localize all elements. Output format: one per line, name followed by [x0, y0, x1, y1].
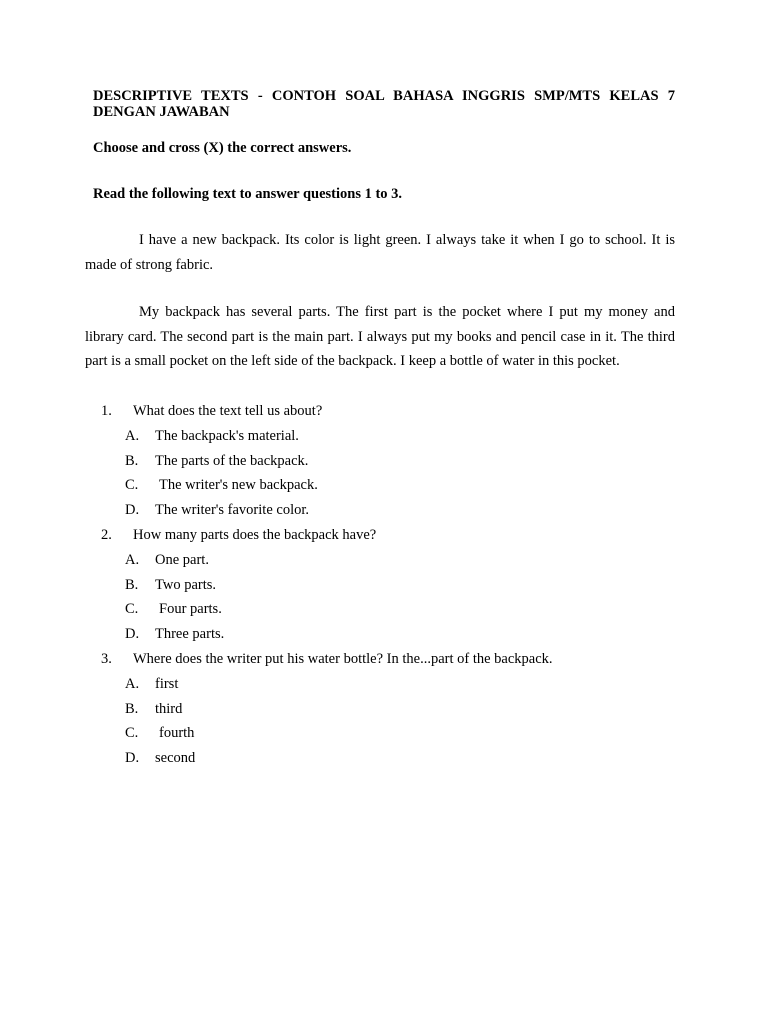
- option-3b[interactable]: [93, 697, 683, 722]
- option-letter: A.: [125, 551, 140, 568]
- option-2b[interactable]: [93, 573, 683, 598]
- option-text: Two parts.: [155, 576, 217, 593]
- option-3c[interactable]: [93, 721, 683, 746]
- question-number: 1.: [101, 403, 112, 419]
- paragraph-2: My backpack has several parts. The first part is the pocket where I put my money and library card. The second part is the main part. I always put my books and pencil case in it. The third part is a small pocket on the left side of the backpack. I keep a bottle of water in this pocket.: [85, 304, 675, 369]
- option-text: Three parts.: [155, 626, 225, 643]
- option-1a[interactable]: [93, 424, 683, 449]
- option-letter: A.: [125, 427, 140, 444]
- option-text: The writer's new backpack.: [159, 477, 318, 494]
- read-prompt: Read the following text to answer questions 1 to 3.: [93, 186, 403, 202]
- instruction-text: Choose and cross (X) the correct answers.: [93, 140, 352, 156]
- option-text: The writer's favorite color.: [155, 502, 309, 519]
- option-2a[interactable]: [93, 548, 683, 573]
- option-text: fourth: [159, 725, 195, 742]
- option-letter: D.: [125, 502, 140, 519]
- option-1b[interactable]: [93, 449, 683, 474]
- option-letter: B.: [125, 452, 139, 469]
- option-letter: C.: [125, 725, 139, 742]
- question-text: How many parts does the backpack have?: [133, 526, 377, 543]
- option-text: One part.: [155, 551, 209, 568]
- question-number: 2.: [101, 526, 112, 543]
- question-text: Where does the writer put his water bottle? In the...part of the backpack.: [133, 650, 553, 667]
- option-letter: C.: [125, 477, 139, 494]
- option-1d[interactable]: [93, 498, 683, 523]
- question-list: [93, 399, 683, 771]
- paragraph-1: I have a new backpack. Its color is light green. I always take it when I go to school. It is made of strong fabric.: [85, 232, 675, 273]
- question-3: [93, 647, 683, 672]
- question-2: [93, 523, 683, 548]
- option-text: The parts of the backpack.: [155, 452, 309, 469]
- option-letter: D.: [125, 750, 140, 767]
- option-text: third: [155, 700, 183, 717]
- question-1: [93, 399, 683, 424]
- option-letter: A.: [125, 675, 140, 692]
- option-2d[interactable]: [93, 622, 683, 647]
- question-number: 3.: [101, 650, 112, 667]
- option-letter: D.: [125, 626, 140, 643]
- option-3d[interactable]: [93, 746, 683, 771]
- option-letter: B.: [125, 700, 139, 717]
- option-text: Four parts.: [159, 601, 222, 618]
- option-1c[interactable]: [93, 473, 683, 498]
- option-letter: B.: [125, 576, 139, 593]
- option-text: second: [155, 750, 196, 767]
- question-text: What does the text tell us about?: [133, 403, 323, 419]
- option-text: The backpack's material.: [155, 427, 299, 444]
- option-3a[interactable]: [93, 672, 683, 697]
- option-2c[interactable]: [93, 597, 683, 622]
- page-title: DESCRIPTIVE TEXTS - CONTOH SOAL BAHASA INGGRIS SMP/MTS KELAS 7 DENGAN JAWABAN: [93, 88, 675, 120]
- option-text: first: [155, 675, 179, 692]
- document-page: [85, 88, 675, 767]
- option-letter: C.: [125, 601, 139, 618]
